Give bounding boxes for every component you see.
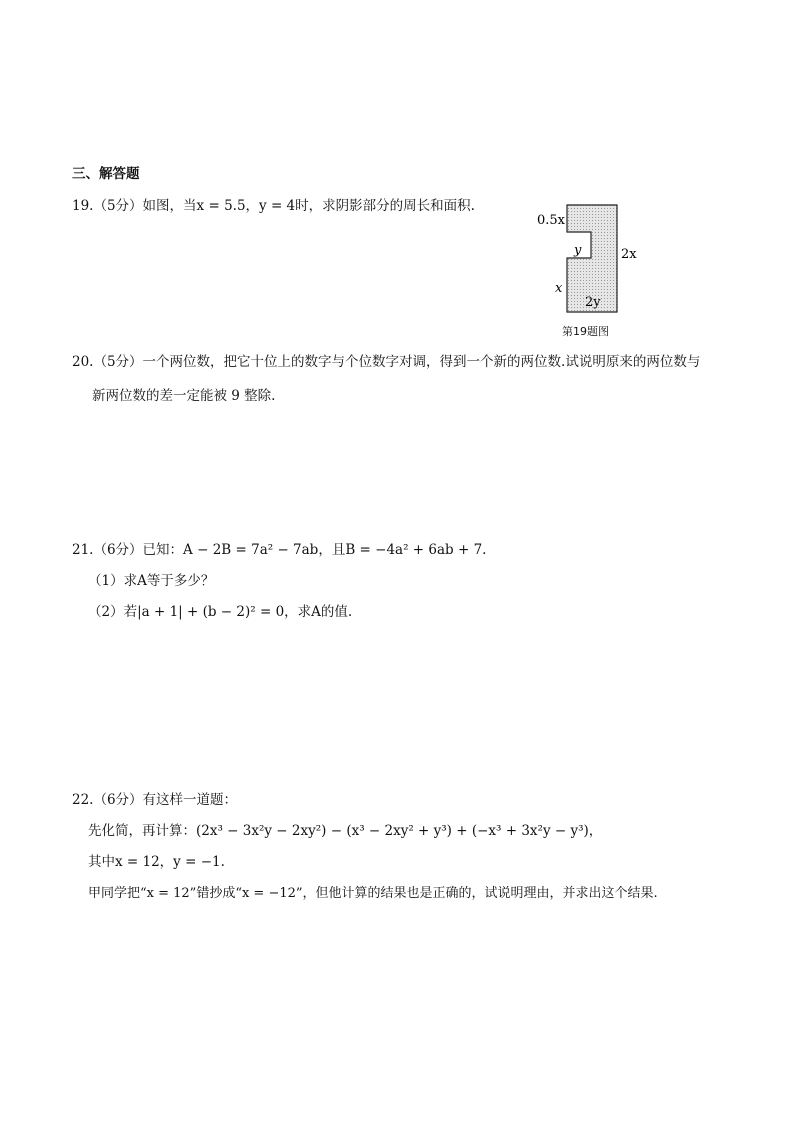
label-bottom: 2y [585, 295, 601, 310]
question-19-text: 19.（5分）如图，当x = 5.5，y = 4时，求阴影部分的周长和面积. [72, 198, 475, 214]
question-20-line-1: 20.（5分）一个两位数，把它十位上的数字与个位数字对调，得到一个新的两位数.试说明原来的两位数与 [72, 354, 701, 370]
question-21-part-1: （1）求A等于多少？ [88, 573, 215, 589]
figure-caption: 第19题图 [562, 325, 609, 338]
label-top-left: 0.5x [537, 213, 566, 228]
label-left-bottom: x [555, 281, 563, 296]
question-21-text: 21.（6分）已知：A − 2B = 7a² − 7ab，且B = −4a² + 6ab + 7. [72, 542, 487, 558]
question-22-text: 22.（6分）有这样一道题： [72, 792, 238, 808]
question-22-line-2: 其中x = 12，y = −1. [88, 854, 225, 870]
label-right: 2x [621, 247, 637, 262]
label-inner: y [574, 243, 582, 258]
question-22-line-3: 甲同学把“x = 12”错抄成“x = −12”，但他计算的结果也是正确的，试说明理由，并求出这个结果. [88, 886, 658, 901]
question-20-line-2: 新两位数的差一定能被 9 整除. [92, 388, 276, 404]
section-title: 三、解答题 [72, 166, 140, 182]
question-21-part-2: （2）若|a + 1| + (b − 2)² = 0，求A的值. [88, 604, 353, 620]
question-22-line-1: 先化简，再计算：(2x³ − 3x²y − 2xy²) − (x³ − 2xy² + y³) + (−x³ + 3x²y − y³)， [88, 823, 603, 839]
